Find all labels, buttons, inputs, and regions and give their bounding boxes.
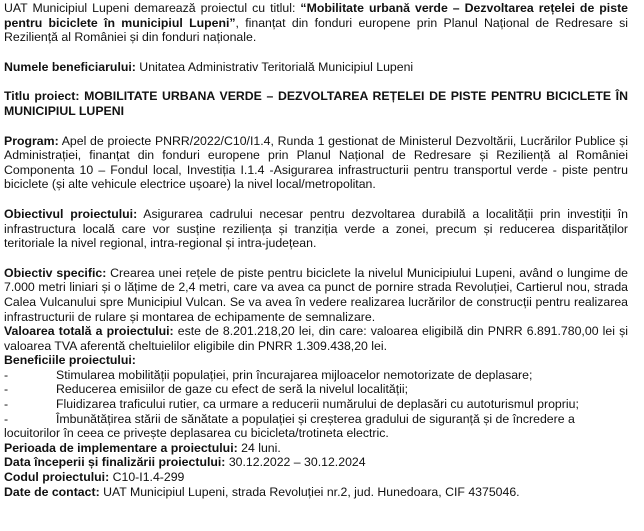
intro-rest: , finanțat din fonduri europene prin Planul Național de Redresare si Reziliență al României și din fonduri naționale. — [4, 15, 628, 45]
contact-label: Date de contact: — [4, 484, 100, 499]
dates-value: 30.12.2022 – 30.12.2024 — [225, 455, 366, 470]
project-code-label: Codul proiectului: — [4, 470, 110, 485]
intro-lead: UAT Municipiul Lupeni demarează proiectul cu titlul: — [4, 1, 301, 15]
specific-objective-value: Crearea unei rețele de piste pentru biciclete la nivelul Municipiului Lupeni, având o lungime de 7.000 metri liniari și o lățime de 2,4 metri, care va avea ca punct de pornire strada Revoluției, Cartierul nou, strada Calea Vulcanului spre Municipiul Vulcan. Se va avea în vedere realizarea lucrărilor de construcții pentru realizarea infrastructurii de rulare și montarea de echipamente de semnalizare. — [4, 265, 629, 324]
project-code-value: C10-I1.4-299 — [109, 470, 185, 485]
program-paragraph — [4, 134, 628, 192]
beneficiary-value: Unitatea Administrativ Teritorială Municipiul Lupeni — [135, 59, 414, 74]
implementation-period-label: Perioada de implementare a proiectului: — [4, 440, 238, 455]
list-dash: - — [4, 397, 9, 412]
objective-value: Asigurarea cadrului necesar pentru dezvoltarea durabilă a localității prin investiții în infrastructura locală care vor susține reziliența și tranziția verde a zonei, precum și reducerea disparităților teritoriale la nivel regional, intra-regional și intra-județean. — [4, 206, 628, 251]
benefit-continuation: locuitorilor în ceea ce privește deplasarea cu bicicleta/trotineta electric. — [4, 426, 389, 441]
total-value-value: este de 8.201.218,20 lei, din care: valoarea eligibilă din PNRR 6.891.780,00 lei și valoarea TVA aferentă cheltuielilor eligibile din PNRR 1.309.438,20 lei. — [4, 324, 628, 353]
beneficiary-line — [4, 60, 628, 75]
list-item — [4, 368, 628, 383]
project-title-value: MOBILITATE URBANA VERDE – DEZVOLTAREA REȚELEI DE PISTE PENTRU BICICLETE ÎN MUNICIPIUL LUPENI — [4, 89, 628, 118]
dates-label: Data începerii și finalizării proiectului: — [4, 455, 226, 470]
list-dash: - — [4, 367, 9, 382]
list-dash: - — [4, 411, 9, 426]
implementation-period-line — [4, 441, 628, 456]
beneficiary-label: Numele beneficiarului: — [4, 59, 136, 74]
project-title-label: Titlu proiect: — [4, 89, 80, 104]
benefit-text: Fluidizarea traficului rutier, ca urmare a reducerii numărului de deplasări cu autoturismul propriu; — [56, 397, 579, 412]
project-title-line — [4, 89, 628, 118]
list-item — [4, 397, 628, 412]
benefit-text: Îmbunătățirea stării de sănătate a populației și creșterea gradului de siguranță și de încredere a — [56, 411, 575, 426]
list-item — [4, 412, 628, 427]
project-code-line — [4, 470, 628, 485]
total-value-paragraph — [4, 324, 628, 353]
program-value: Apel de proiecte PNRR/2022/C10/I1.4, Runda 1 gestionat de Ministerul Dezvoltării, Lucrărilor Publice și Administrației, finanțat din fonduri europene prin Planul Național de Redresare și Reziliență al României Componenta 10 – Fondul local, Investiția I.1.4 -Asigurarea infrastructurii pentru transportul verde - piste pentru biciclete (și alte vehicule electrice ușoare) la nivel local/metropolitan. — [4, 133, 628, 192]
program-label: Program: — [4, 133, 59, 148]
benefit-text: Reducerea emisiilor de gaze cu efect de seră la nivelul localității; — [56, 382, 409, 397]
contact-value: UAT Municipiul Lupeni, strada Revoluției nr.2, jud. Hunedoara, CIF 4375046. — [99, 484, 520, 499]
benefit-text: Stimularea mobilității populației, prin încurajarea mijloacelor nemotorizate de deplasare; — [56, 367, 533, 382]
specific-objective-paragraph — [4, 266, 628, 324]
benefits-heading: Beneficiile proiectului: — [4, 353, 136, 368]
intro-paragraph — [4, 1, 628, 45]
objective-paragraph — [4, 207, 628, 251]
contact-line — [4, 485, 628, 500]
total-value-label: Valoarea totală a proiectului: — [4, 324, 174, 339]
list-item — [4, 382, 628, 397]
objective-label: Obiectivul proiectului: — [4, 206, 138, 221]
list-dash: - — [4, 382, 9, 397]
dates-line — [4, 455, 628, 470]
intro-project-title: “Mobilitate urbană verde – Dezvoltarea rețelei de piste pentru biciclete în municipiul Lupeni” — [4, 1, 628, 30]
implementation-period-value: 24 luni. — [237, 440, 281, 455]
specific-objective-label: Obiectiv specific: — [4, 265, 107, 280]
